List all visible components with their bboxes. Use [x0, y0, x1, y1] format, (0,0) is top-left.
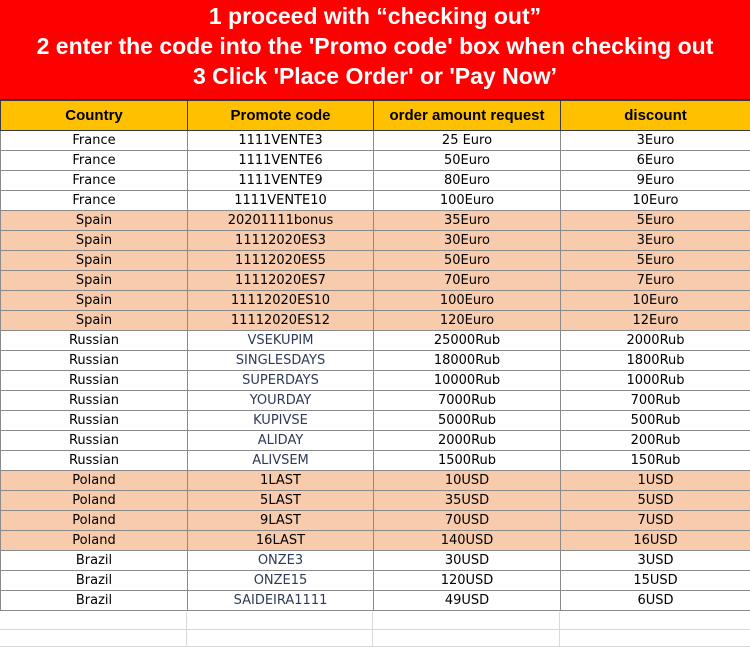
cell-promo-code[interactable]: ALIVSEM: [188, 451, 374, 471]
cell-country[interactable]: Spain: [1, 231, 188, 251]
cell-promo-code[interactable]: 5LAST: [188, 491, 374, 511]
table-row: [1, 451, 750, 471]
table-body: [1, 131, 750, 611]
cell-promo-code[interactable]: SUPERDAYS: [188, 371, 374, 391]
cell-country[interactable]: Poland: [1, 491, 188, 511]
cell-country[interactable]: France: [1, 171, 188, 191]
cell-country[interactable]: Poland: [1, 531, 188, 551]
cell-discount[interactable]: 16USD: [561, 531, 750, 551]
cell-discount[interactable]: 3Euro: [561, 231, 750, 251]
cell-discount[interactable]: 9Euro: [561, 171, 750, 191]
table-row: [1, 431, 750, 451]
table-row: [1, 331, 750, 351]
cell-discount[interactable]: 1000Rub: [561, 371, 750, 391]
cell-discount[interactable]: 10Euro: [561, 191, 750, 211]
cell-order-amount[interactable]: 80Euro: [374, 171, 561, 191]
table-row: [1, 271, 750, 291]
cell-promo-code[interactable]: 11112020ES7: [188, 271, 374, 291]
cell-order-amount[interactable]: 50Euro: [374, 251, 561, 271]
table-row: [1, 411, 750, 431]
cell-promo-code[interactable]: ONZE15: [188, 571, 374, 591]
cell-promo-code[interactable]: ONZE3: [188, 551, 374, 571]
cell-promo-code[interactable]: ALIDAY: [188, 431, 374, 451]
cell-discount[interactable]: 5USD: [561, 491, 750, 511]
table-header-row: [1, 101, 750, 131]
cell-order-amount[interactable]: 25000Rub: [374, 331, 561, 351]
cell-order-amount[interactable]: 35Euro: [374, 211, 561, 231]
cell-country[interactable]: Brazil: [1, 591, 188, 611]
cell-discount[interactable]: 700Rub: [561, 391, 750, 411]
cell-country[interactable]: Russian: [1, 451, 188, 471]
promo-code-table: [0, 100, 750, 611]
cell-country[interactable]: Spain: [1, 291, 188, 311]
instruction-step-1: 1 proceed with “checking out”: [208, 3, 542, 29]
cell-order-amount[interactable]: 7000Rub: [374, 391, 561, 411]
instruction-step-3: 3 Click 'Place Order' or 'Pay Now’: [192, 63, 558, 89]
cell-country[interactable]: Russian: [1, 391, 188, 411]
header-country[interactable]: Country: [1, 101, 188, 131]
cell-order-amount[interactable]: 70USD: [374, 511, 561, 531]
cell-promo-code[interactable]: 11112020ES12: [188, 311, 374, 331]
table-row: [1, 191, 750, 211]
cell-country[interactable]: Poland: [1, 511, 188, 531]
cell-discount[interactable]: 1800Rub: [561, 351, 750, 371]
cell-discount[interactable]: 15USD: [561, 571, 750, 591]
cell-discount[interactable]: 12Euro: [561, 311, 750, 331]
cell-promo-code[interactable]: KUPIVSE: [188, 411, 374, 431]
table-row: [1, 591, 750, 611]
cell-country[interactable]: France: [1, 131, 188, 151]
table-row: [1, 391, 750, 411]
cell-promo-code[interactable]: 11112020ES5: [188, 251, 374, 271]
cell-promo-code[interactable]: 16LAST: [188, 531, 374, 551]
empty-grid-area: [0, 612, 750, 647]
cell-promo-code[interactable]: 1111VENTE6: [188, 151, 374, 171]
instructions-banner: [0, 0, 750, 100]
cell-order-amount[interactable]: 25 Euro: [374, 131, 561, 151]
table-row: [1, 211, 750, 231]
cell-discount[interactable]: 200Rub: [561, 431, 750, 451]
cell-promo-code[interactable]: 1LAST: [188, 471, 374, 491]
header-discount[interactable]: discount: [561, 101, 750, 131]
cell-order-amount[interactable]: 50Euro: [374, 151, 561, 171]
header-promote-code[interactable]: Promote code: [188, 101, 374, 131]
cell-country[interactable]: France: [1, 191, 188, 211]
cell-order-amount[interactable]: 10000Rub: [374, 371, 561, 391]
cell-discount[interactable]: 2000Rub: [561, 331, 750, 351]
table-row: [1, 511, 750, 531]
table-row: [1, 151, 750, 171]
table-row: [1, 311, 750, 331]
table-row: [1, 491, 750, 511]
cell-country[interactable]: Spain: [1, 311, 188, 331]
cell-order-amount[interactable]: 70Euro: [374, 271, 561, 291]
cell-promo-code[interactable]: 1111VENTE3: [188, 131, 374, 151]
cell-discount[interactable]: 7USD: [561, 511, 750, 531]
cell-discount[interactable]: 6Euro: [561, 151, 750, 171]
cell-country[interactable]: Russian: [1, 351, 188, 371]
table-row: [1, 471, 750, 491]
header-order-amount[interactable]: order amount request: [374, 101, 561, 131]
cell-order-amount[interactable]: 100Euro: [374, 191, 561, 211]
cell-country[interactable]: Russian: [1, 411, 188, 431]
cell-country[interactable]: Spain: [1, 251, 188, 271]
cell-promo-code[interactable]: 20201111bonus: [188, 211, 374, 231]
cell-order-amount[interactable]: 10USD: [374, 471, 561, 491]
cell-promo-code[interactable]: VSEKUPIM: [188, 331, 374, 351]
cell-discount[interactable]: 5Euro: [561, 211, 750, 231]
table-row: [1, 131, 750, 151]
cell-promo-code[interactable]: 1111VENTE10: [188, 191, 374, 211]
cell-order-amount[interactable]: 30USD: [374, 551, 561, 571]
cell-order-amount[interactable]: 35USD: [374, 491, 561, 511]
cell-order-amount[interactable]: 140USD: [374, 531, 561, 551]
cell-country[interactable]: Brazil: [1, 571, 188, 591]
cell-discount[interactable]: 3Euro: [561, 131, 750, 151]
cell-order-amount[interactable]: 5000Rub: [374, 411, 561, 431]
cell-discount[interactable]: 500Rub: [561, 411, 750, 431]
table-row: [1, 531, 750, 551]
table-row: [1, 551, 750, 571]
table-row: [1, 371, 750, 391]
cell-promo-code[interactable]: SINGLESDAYS: [188, 351, 374, 371]
cell-order-amount[interactable]: 120Euro: [374, 311, 561, 331]
cell-promo-code[interactable]: 1111VENTE9: [188, 171, 374, 191]
cell-promo-code[interactable]: 11112020ES3: [188, 231, 374, 251]
cell-order-amount[interactable]: 100Euro: [374, 291, 561, 311]
cell-promo-code[interactable]: 11112020ES10: [188, 291, 374, 311]
cell-discount[interactable]: 1USD: [561, 471, 750, 491]
cell-order-amount[interactable]: 18000Rub: [374, 351, 561, 371]
cell-discount[interactable]: 5Euro: [561, 251, 750, 271]
table-row: [1, 291, 750, 311]
cell-order-amount[interactable]: 2000Rub: [374, 431, 561, 451]
cell-discount[interactable]: 3USD: [561, 551, 750, 571]
cell-country[interactable]: Russian: [1, 331, 188, 351]
cell-order-amount[interactable]: 49USD: [374, 591, 561, 611]
instruction-step-2: 2 enter the code into the 'Promo code' box when checking out: [36, 33, 714, 59]
table-row: [1, 251, 750, 271]
cell-discount[interactable]: 10Euro: [561, 291, 750, 311]
cell-order-amount[interactable]: 30Euro: [374, 231, 561, 251]
cell-country[interactable]: Brazil: [1, 551, 188, 571]
cell-discount[interactable]: 150Rub: [561, 451, 750, 471]
cell-order-amount[interactable]: 1500Rub: [374, 451, 561, 471]
cell-country[interactable]: Russian: [1, 431, 188, 451]
cell-country[interactable]: Poland: [1, 471, 188, 491]
cell-promo-code[interactable]: SAIDEIRA1111: [188, 591, 374, 611]
cell-country[interactable]: Spain: [1, 211, 188, 231]
cell-country[interactable]: France: [1, 151, 188, 171]
table-row: [1, 231, 750, 251]
table-row: [1, 571, 750, 591]
cell-promo-code[interactable]: YOURDAY: [188, 391, 374, 411]
table-row: [1, 171, 750, 191]
cell-discount[interactable]: 7Euro: [561, 271, 750, 291]
cell-discount[interactable]: 6USD: [561, 591, 750, 611]
cell-promo-code[interactable]: 9LAST: [188, 511, 374, 531]
table-row: [1, 351, 750, 371]
cell-country[interactable]: Spain: [1, 271, 188, 291]
cell-order-amount[interactable]: 120USD: [374, 571, 561, 591]
cell-country[interactable]: Russian: [1, 371, 188, 391]
